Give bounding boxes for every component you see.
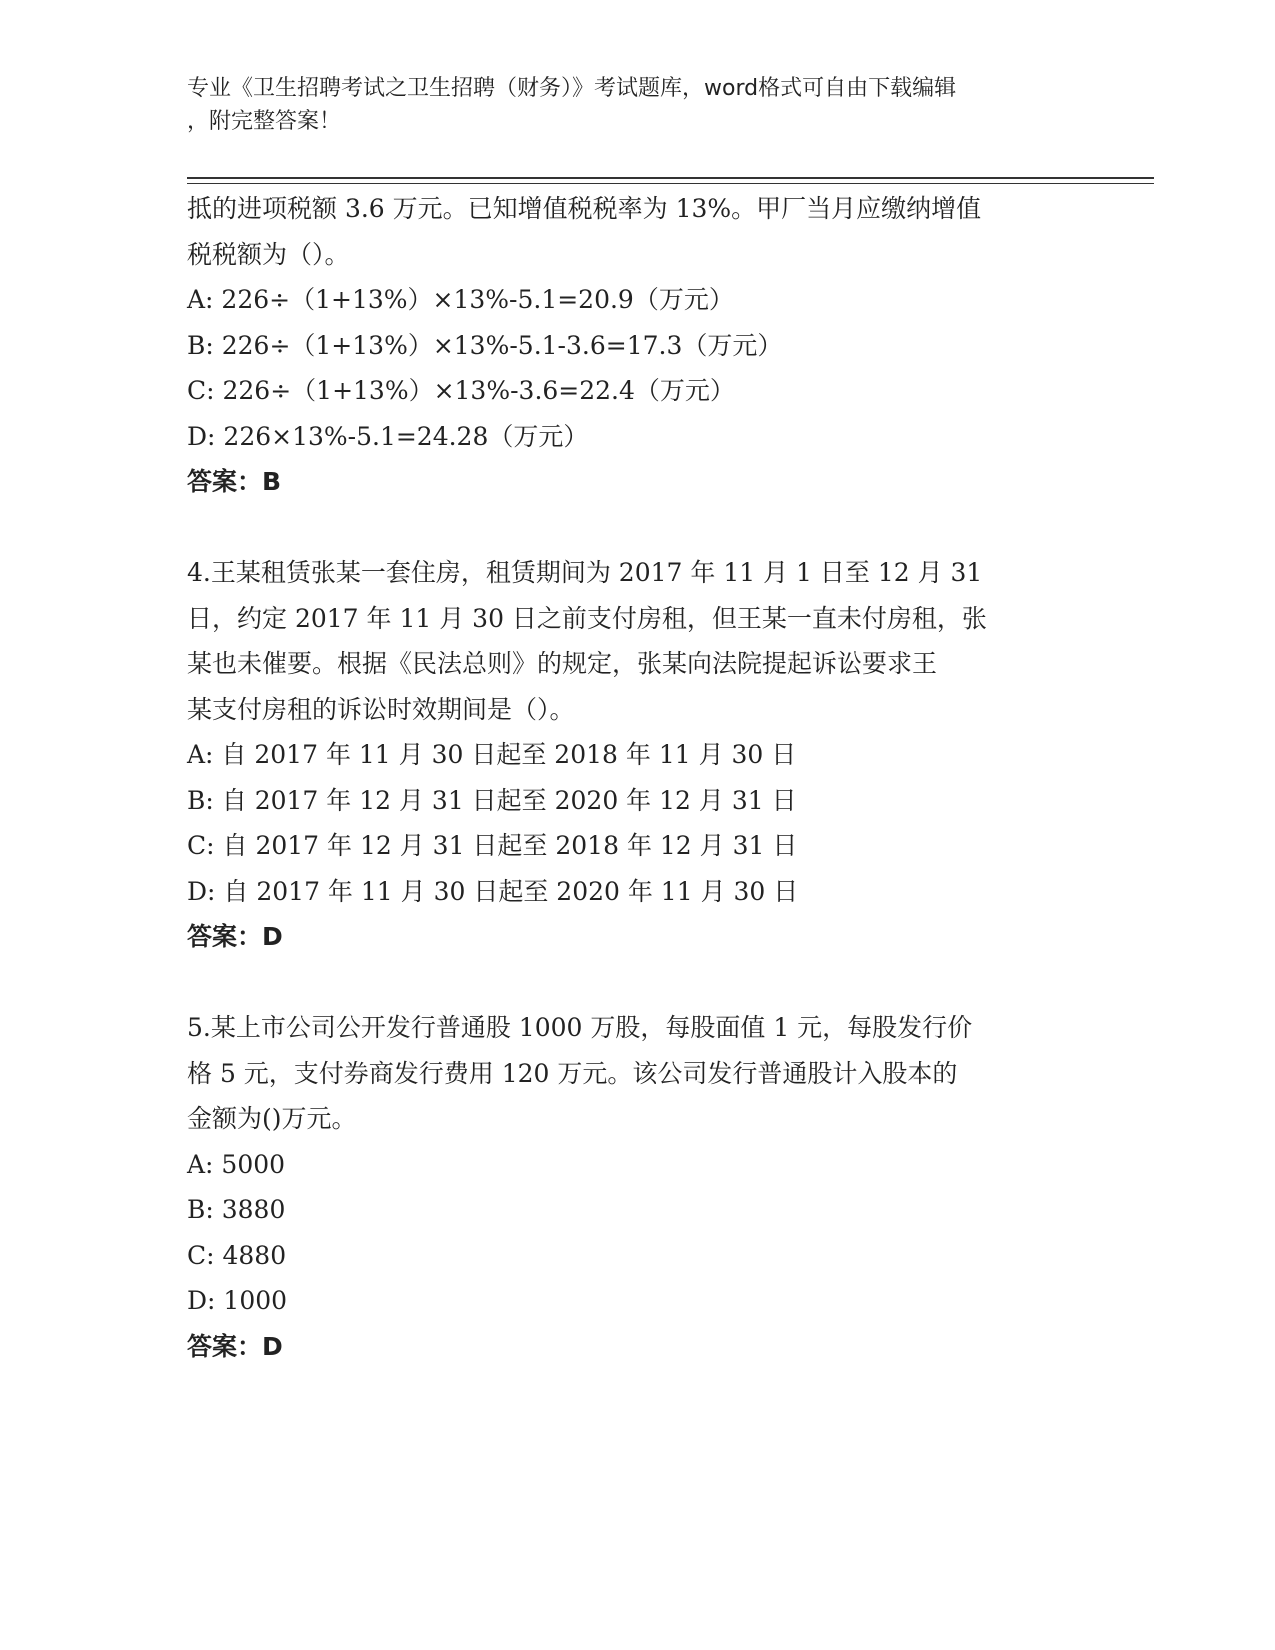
option-b: B: 自 2017 年 12 月 31 日起至 2020 年 12 月 31 日	[187, 785, 797, 815]
option-c: C: 4880	[187, 1240, 287, 1270]
page-header	[187, 72, 1087, 138]
option-c: C: 226÷（1+13%）×13%-3.6=22.4（万元）	[187, 376, 735, 405]
option-b: B: 226÷（1+13%）×13%-5.1-3.6=17.3（万元）	[187, 330, 783, 360]
option-c: C: 自 2017 年 12 月 31 日起至 2018 年 12 月 31 日	[187, 831, 798, 860]
question-stem-line: 日，约定 2017 年 11 月 30 日之前支付房租，但王某一直未付房租，张	[187, 603, 987, 633]
question-4	[187, 550, 1087, 960]
question-gap	[187, 960, 1087, 1006]
question-5	[187, 1005, 1087, 1369]
question-3	[187, 186, 1087, 505]
answer-line: 答案：D	[187, 1331, 283, 1361]
question-gap	[187, 505, 1087, 551]
header-rule-thin	[187, 183, 1154, 184]
question-stem-line: 某支付房租的诉讼时效期间是（）。	[187, 694, 575, 724]
option-a: A: 5000	[187, 1149, 286, 1179]
document-body	[187, 186, 1087, 1369]
header-line-2: ，附完整答案！	[187, 109, 342, 134]
question-stem-line: 4.王某租赁张某一套住房，租赁期间为 2017 年 11 月 1 日至 12 月 31	[187, 558, 983, 587]
question-stem-line: 5.某上市公司公开发行普通股 1000 万股，每股面值 1 元，每股发行价	[187, 1013, 973, 1042]
question-stem-line: 某也未催要。根据《民法总则》的规定，张某向法院提起诉讼要求王	[187, 649, 938, 678]
answer-line: 答案：B	[187, 467, 282, 496]
answer-line: 答案：D	[187, 922, 283, 951]
option-a: A: 226÷（1+13%）×13%-5.1=20.9（万元）	[187, 285, 734, 314]
option-d: D: 1000	[187, 1286, 288, 1315]
option-a: A: 自 2017 年 11 月 30 日起至 2018 年 11 月 30 日	[187, 740, 797, 769]
question-stem-line: 金额为()万元。	[187, 1104, 357, 1133]
header-rule-thick	[187, 177, 1154, 179]
question-stem-line: 格 5 元，支付券商发行费用 120 万元。该公司发行普通股计入股本的	[187, 1058, 958, 1088]
option-d: D: 226×13%-5.1=24.28（万元）	[187, 421, 589, 451]
question-stem-line: 抵的进项税额 3.6 万元。已知增值税税率为 13%。甲厂当月应缴纳增值	[187, 194, 982, 223]
option-b: B: 3880	[187, 1195, 286, 1224]
option-d: D: 自 2017 年 11 月 30 日起至 2020 年 11 月 30 日	[187, 876, 799, 906]
question-stem-line: 税税额为（）。	[187, 239, 350, 269]
header-line-1: 专业《卫生招聘考试之卫生招聘（财务）》考试题库，word格式可自由下载编辑	[187, 76, 957, 101]
